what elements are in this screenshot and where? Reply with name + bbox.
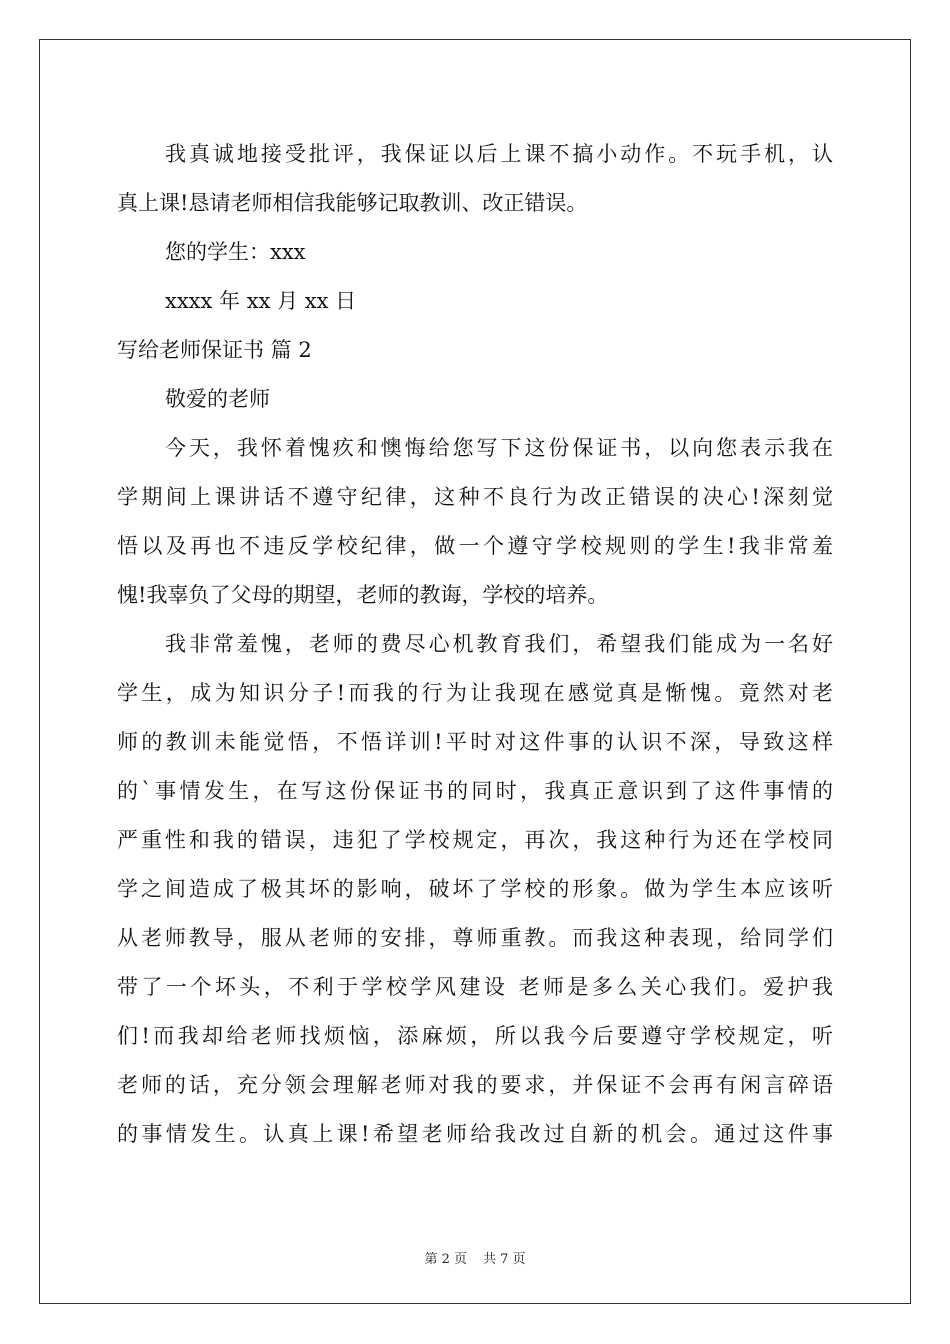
text-line: 严重性和我的错误，违犯了学校规定，再次，我这种行为还在学校同 [117,828,833,852]
text-line: 敬爱的老师 [165,387,270,411]
text-line: 您的学生：xxx [165,240,306,264]
text-line: 从老师教导，服从老师的安排，尊师重教。而我这种表现，给同学们 [117,926,833,950]
page-number: 第 2 页 [424,1252,467,1267]
text-line: 的事情发生。认真上课!希望老师给我改过自新的机会。通过这件事 [117,1122,833,1146]
text-line: 学之间造成了极其坏的影响，破坏了学校的形象。做为学生本应该听 [117,877,833,901]
text-line: 愧!我辜负了父母的期望，老师的教诲，学校的培养。 [117,583,609,607]
text-line: 师的教训未能觉悟，不悟详训!平时对这件事的认识不深，导致这样 [117,730,833,754]
document-body [117,130,833,1159]
text-line: 老师的话，充分领会理解老师对我的要求，并保证不会再有闲言碎语 [117,1073,833,1097]
text-line: 悟以及再也不违反学校纪律，做一个遵守学校规则的学生!我非常羞 [117,534,833,558]
text-line: xxxx 年 xx 月 xx 日 [165,289,357,313]
page-footer [0,1248,950,1267]
text-line: 带了一个坏头，不利于学校学风建设 老师是多么关心我们。爱护我 [117,975,833,999]
page-total: 共 7 页 [483,1252,526,1267]
text-line: 今天，我怀着愧疚和懊悔给您写下这份保证书，以向您表示我在 [165,436,833,460]
text-line: 写给老师保证书 篇 2 [117,338,312,362]
text-line: 们!而我却给老师找烦恼，添麻烦，所以我今后要遵守学校规定，听 [117,1024,833,1048]
text-line: 我真诚地接受批评，我保证以后上课不搞小动作。不玩手机，认 [165,142,833,166]
text-line: 学生，成为知识分子!而我的行为让我现在感觉真是惭愧。竟然对老 [117,681,833,705]
text-line: 学期间上课讲话不遵守纪律，这种不良行为改正错误的决心!深刻觉 [117,485,833,509]
text-line: 真上课!恳请老师相信我能够记取教训、改正错误。 [117,191,588,215]
text-line: 的`事情发生，在写这份保证书的同时，我真正意识到了这件事情的 [117,779,833,803]
text-line: 我非常羞愧，老师的费尽心机教育我们，希望我们能成为一名好 [165,632,833,656]
